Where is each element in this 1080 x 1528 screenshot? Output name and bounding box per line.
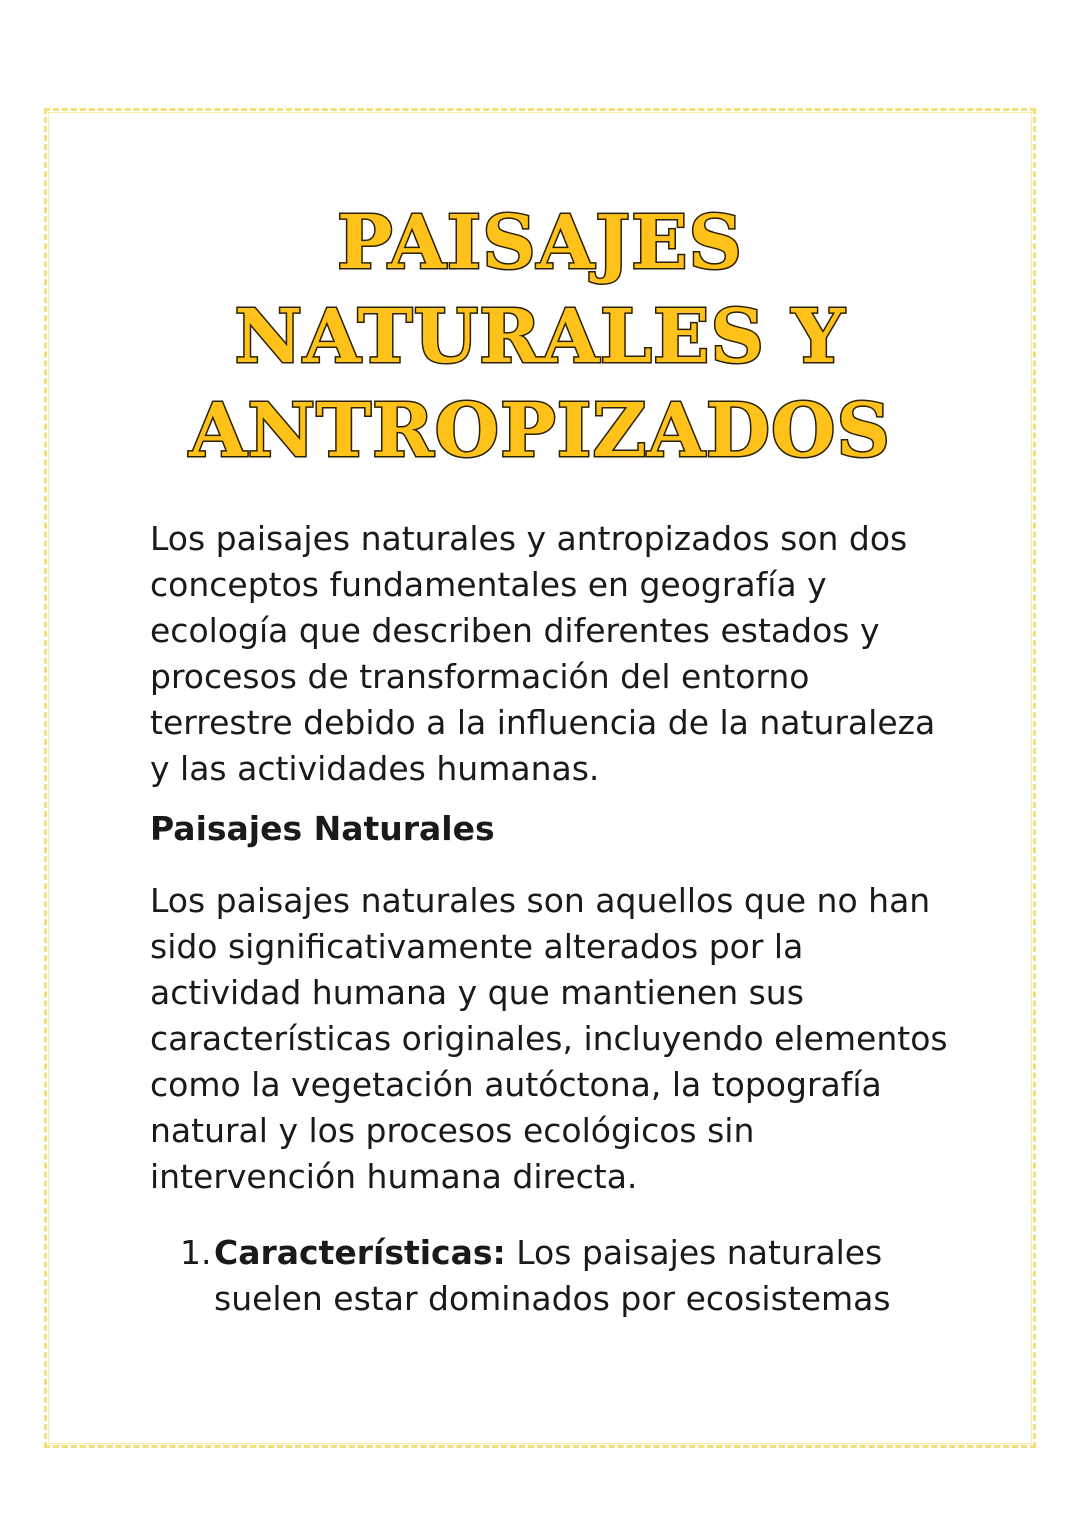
document-title [0,196,1080,478]
list-item-label: Características: [214,1233,506,1272]
section-paragraph: Los paisajes naturales son aquellos que no han sido significativamente alterados por la actividad humana y que mantienen sus características originales, incluyendo elementos como la vegetación autóctona, la topografía natural y los procesos ecológicos sin intervención humana directa. [150,881,948,1196]
list-item-text: Los paisajes naturales suelen estar dominados por ecosistemas [214,1233,891,1318]
characteristics-list [150,1230,950,1322]
document-body [150,516,950,1322]
section-heading: Paisajes Naturales [150,809,495,848]
title-line-3: ANTROPIZADOS [189,388,891,474]
title-line-1: PAISAJES [336,200,743,286]
title-line-2: NATURALES Y [234,294,846,380]
list-item [150,1230,950,1322]
intro-paragraph: Los paisajes naturales y antropizados son dos conceptos fundamentales en geografía y ecología que describen diferentes estados y procesos de transformación del entorno terrestre debido a la influencia de la naturaleza y las actividades humanas. [150,519,936,788]
list-number: 1. [180,1233,212,1272]
